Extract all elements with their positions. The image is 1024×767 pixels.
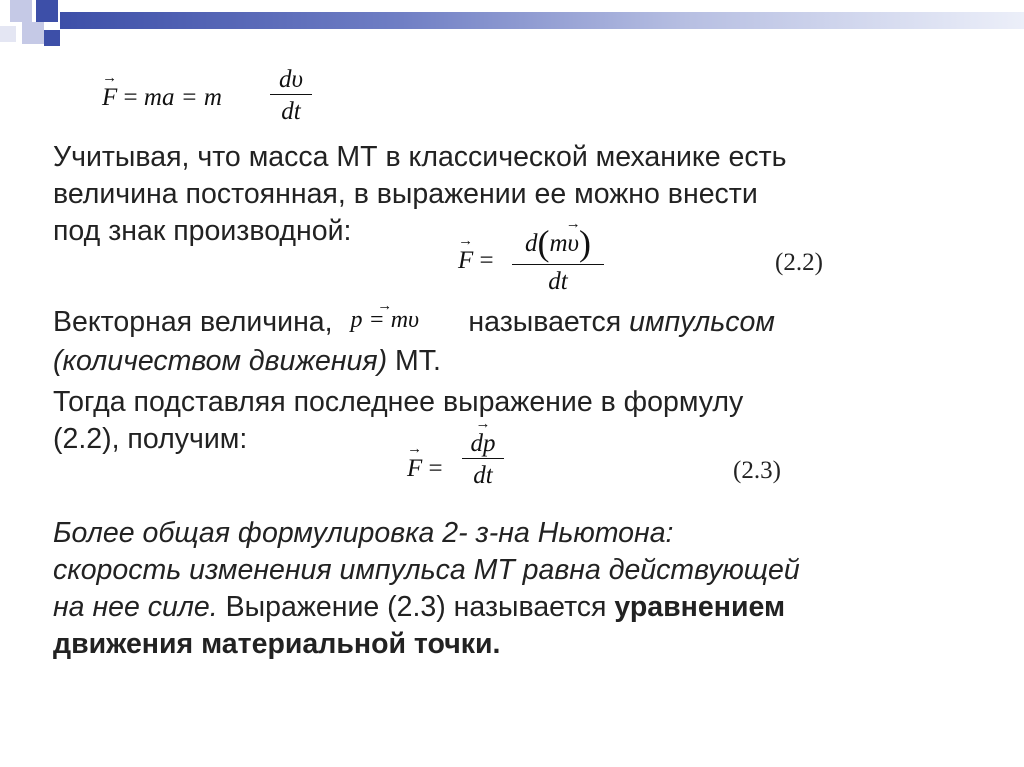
paragraph-general-formulation — [53, 515, 993, 663]
equals-sign: = — [123, 84, 138, 111]
decor-square — [44, 30, 60, 46]
paragraph-text: Выражение (2.3) называется — [225, 591, 607, 623]
decor-square — [10, 0, 32, 22]
decor-square — [22, 22, 44, 44]
equation-number: (2.2) — [775, 249, 823, 276]
paragraph-line: под знак производной: — [53, 215, 352, 247]
vector-f: → F — [407, 455, 422, 483]
paragraph-text: называется — [468, 306, 622, 338]
fraction-dp-dt — [462, 430, 504, 490]
fraction-dv-dt — [270, 66, 312, 126]
formula-newton-second-law — [102, 84, 222, 112]
vector-f: → F — [458, 247, 473, 275]
formula-2-3 — [407, 455, 443, 483]
equals-sign: = — [428, 455, 443, 482]
decor-square — [0, 26, 16, 42]
paragraph-text: Векторная величина, — [53, 306, 333, 338]
denominator: dt — [548, 268, 568, 295]
vector-f: → F — [102, 84, 117, 112]
paragraph-line: Учитывая, что масса МТ в классической механике есть — [53, 141, 787, 173]
term-equation-of-motion: движения материальной точки. — [53, 628, 501, 660]
term-impulse: импульсом — [629, 306, 775, 338]
paragraph-text: МТ. — [395, 345, 441, 377]
paragraph-text: на нее силе. — [53, 591, 218, 623]
inline-formula-p-mv — [351, 302, 461, 339]
vector-ma: ma — [143, 84, 175, 111]
numerator: → dp — [462, 430, 504, 458]
numerator — [512, 222, 604, 264]
term-equation-of-motion: уравнением — [614, 591, 786, 623]
equals-m: = m — [180, 84, 222, 111]
title-bar-gradient — [60, 12, 1024, 29]
paragraph-momentum-definition — [53, 304, 993, 380]
denominator: dt — [473, 462, 493, 489]
fraction-dmv-dt — [512, 222, 604, 296]
term-quantity-of-motion: (количеством движения) — [53, 345, 388, 377]
paragraph-line: величина постоянная, в выражении ее можно внести — [53, 178, 758, 210]
paragraph-line: скорость изменения импульса МТ равна действующей — [53, 554, 800, 586]
vector-v: → υ — [568, 230, 579, 258]
inline-formula-text: → p = mυ — [351, 302, 420, 339]
numerator: dυ — [279, 66, 303, 93]
paragraph-substitute — [53, 384, 993, 458]
equals-sign: = — [479, 247, 494, 274]
paren-open: ( — [537, 223, 550, 263]
numerator-d: d — [524, 230, 538, 257]
paragraph-line: (2.2), получим: — [53, 423, 248, 455]
paragraph-line: Более общая формулировка 2- з-на Ньютона: — [53, 517, 674, 549]
formula-2-2 — [458, 247, 494, 275]
numerator-m: m — [549, 230, 568, 257]
paragraph-line: Тогда подставляя последнее выражение в формулу — [53, 386, 744, 418]
decor-square — [36, 0, 58, 22]
equation-number: (2.3) — [733, 457, 781, 484]
denominator: dt — [281, 98, 301, 125]
paren-close: ) — [579, 223, 592, 263]
